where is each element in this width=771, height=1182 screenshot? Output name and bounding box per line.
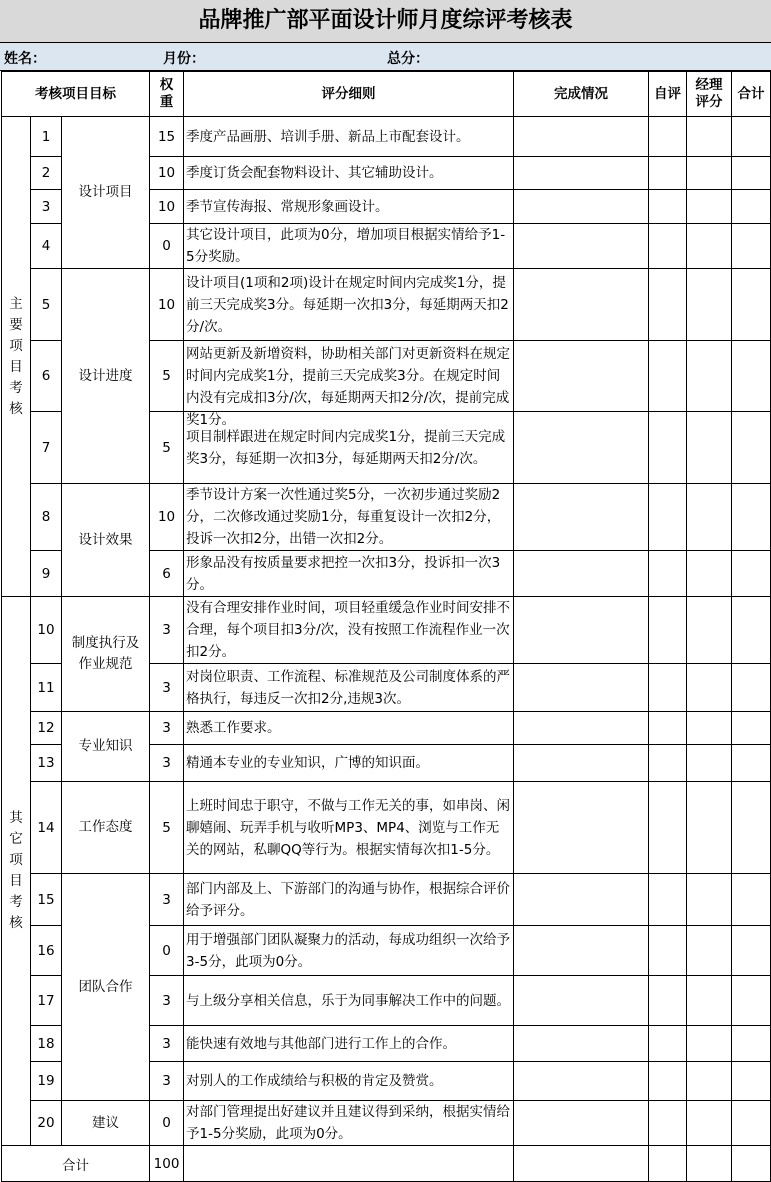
self-score-cell[interactable] [649,484,687,551]
manager-score-cell[interactable] [687,269,732,341]
table-row [2,484,771,551]
table-row [2,1101,771,1146]
self-score-cell[interactable] [649,597,687,664]
row-weight: 5 [150,782,184,874]
self-score-cell[interactable] [649,224,687,269]
category-knowledge: 专业知识 [62,712,150,782]
category-system: 制度执行及作业规范 [62,597,150,712]
manager-score-cell[interactable] [687,551,732,597]
row-no: 20 [31,1101,62,1146]
row-no: 4 [31,224,62,269]
completion-cell[interactable] [514,745,649,782]
row-weight: 15 [150,117,184,157]
row-detail: 精通本专业的专业知识，广博的知识面。 [184,745,514,782]
completion-cell[interactable] [514,117,649,157]
row-weight: 3 [150,745,184,782]
row-weight: 5 [150,412,184,484]
self-score-cell[interactable] [649,976,687,1026]
row-no: 8 [31,484,62,551]
table-row [2,782,771,874]
row-detail: 季度订货会配套物料设计、其它辅助设计。 [184,157,514,190]
row-weight: 6 [150,551,184,597]
total-row [2,1146,771,1182]
row-no: 12 [31,712,62,745]
row-detail: 对部门管理提出好建议并且建议得到采纳，根据实情给予1-5分奖励，此项为0分。 [184,1101,514,1146]
row-detail: 季度产品画册、培训手册、新品上市配套设计。 [184,117,514,157]
table-row [2,117,771,157]
completion-cell[interactable] [514,976,649,1026]
header-row [2,72,771,117]
row-weight: 3 [150,597,184,664]
category-attitude: 工作态度 [62,782,150,874]
completion-cell[interactable] [514,1062,649,1101]
completion-cell[interactable] [514,926,649,976]
total-score-label: 总分： [387,51,429,67]
row-no: 13 [31,745,62,782]
category-design-items: 设计项目 [62,117,150,269]
self-score-cell[interactable] [649,1026,687,1062]
header-detail: 评分细则 [184,72,514,117]
row-detail: 季节宣传海报、常规形象画设计。 [184,190,514,224]
manager-score-cell[interactable] [687,976,732,1026]
row-no: 1 [31,117,62,157]
row-no: 2 [31,157,62,190]
section-main: 主要项目考核 [2,117,31,597]
manager-score-cell[interactable] [687,874,732,926]
manager-score-cell[interactable] [687,1146,732,1182]
row-weight: 10 [150,190,184,224]
total-cell[interactable] [732,597,771,664]
total-weight: 100 [150,1146,184,1182]
total-label: 合计 [2,1146,150,1182]
total-cell[interactable] [732,1146,771,1182]
row-detail: 设计项目(1项和2项)设计在规定时间内完成奖1分，提前三天完成奖3分。每延期一次扣3分，每延期两天扣2分/次。 [184,269,514,341]
row-weight: 0 [150,1101,184,1146]
self-score-cell[interactable] [649,190,687,224]
self-score-cell[interactable] [649,926,687,976]
completion-cell[interactable] [514,157,649,190]
month-label: 月份： [163,51,205,67]
total-cell[interactable] [732,926,771,976]
total-cell[interactable] [732,1101,771,1146]
total-cell[interactable] [732,976,771,1026]
manager-score-cell[interactable] [687,117,732,157]
completion-cell[interactable] [514,664,649,712]
manager-score-cell[interactable] [687,157,732,190]
row-no: 15 [31,874,62,926]
row-detail: 上班时间忠于职守，不做与工作无关的事，如串岗、闲聊嬉闹、玩弄手机与收听MP3、MP4、浏览与工作无关的网站，私聊QQ等行为。根据实情每次扣1-5分。 [184,782,514,874]
header-target: 考核项目目标 [2,72,150,117]
row-weight: 10 [150,269,184,341]
manager-score-cell[interactable] [687,597,732,664]
row-weight: 3 [150,1062,184,1101]
category-design-progress: 设计进度 [62,269,150,484]
row-weight: 10 [150,484,184,551]
completion-cell[interactable] [514,1026,649,1062]
row-no: 7 [31,412,62,484]
total-cell[interactable] [732,412,771,484]
completion-cell[interactable] [514,341,649,412]
self-score-cell[interactable] [649,1062,687,1101]
row-no: 16 [31,926,62,976]
completion-cell[interactable] [514,1101,649,1146]
row-no: 9 [31,551,62,597]
header-self: 自评 [649,72,687,117]
self-score-cell[interactable] [649,551,687,597]
manager-score-cell[interactable] [687,1062,732,1101]
row-detail: 对别人的工作成绩给与积极的肯定及赞赏。 [184,1062,514,1101]
completion-cell[interactable] [514,269,649,341]
total-cell[interactable] [732,1062,771,1101]
manager-score-cell[interactable] [687,664,732,712]
row-detail: 与上级分享相关信息，乐于为同事解决工作中的问题。 [184,976,514,1026]
row-detail: 部门内部及上、下游部门的沟通与协作，根据综合评价给予评分。 [184,874,514,926]
self-score-cell[interactable] [649,1101,687,1146]
row-no: 18 [31,1026,62,1062]
total-cell[interactable] [732,745,771,782]
table-row [2,597,771,664]
total-cell[interactable] [732,341,771,412]
row-detail: 没有合理安排作业时间，项目轻重缓急作业时间安排不合理，每个项目扣3分/次，没有按照工作流程作业一次扣2分。 [184,597,514,664]
total-cell[interactable] [732,484,771,551]
row-detail: 形象品没有按质量要求把控一次扣3分，投诉扣一次3分。 [184,551,514,597]
completion-cell[interactable] [514,484,649,551]
name-label: 姓名： [4,51,46,67]
total-cell[interactable] [732,157,771,190]
completion-cell[interactable] [514,412,649,484]
row-weight: 0 [150,224,184,269]
manager-score-cell[interactable] [687,926,732,976]
self-score-cell[interactable] [649,874,687,926]
completion-cell[interactable] [514,551,649,597]
row-detail: 其它设计项目，此项为0分，增加项目根据实情给予1-5分奖励。 [184,224,514,269]
header-weight: 权重 [150,72,184,117]
completion-cell[interactable] [514,224,649,269]
page-title: 品牌推广部平面设计师月度综评考核表 [0,0,771,43]
row-detail: 季节设计方案一次性通过奖5分，一次初步通过奖励2分，二次修改通过奖励1分，每重复设计一次扣2分，投诉一次扣2分，出错一次扣2分。 [184,484,514,551]
total-cell[interactable] [732,782,771,874]
header-total: 合计 [732,72,771,117]
manager-score-cell[interactable] [687,782,732,874]
category-design-effect: 设计效果 [62,484,150,597]
row-detail: 熟悉工作要求。 [184,712,514,745]
row-weight: 3 [150,664,184,712]
table-row [2,712,771,745]
row-no: 3 [31,190,62,224]
manager-score-cell[interactable] [687,190,732,224]
row-weight: 3 [150,712,184,745]
self-score-cell[interactable] [649,782,687,874]
row-no: 14 [31,782,62,874]
row-no: 5 [31,269,62,341]
total-cell[interactable] [732,269,771,341]
self-score-cell[interactable] [649,664,687,712]
total-detail-cell [184,1146,514,1182]
table-row [2,874,771,926]
self-score-cell[interactable] [649,157,687,190]
self-score-cell[interactable] [649,745,687,782]
manager-score-cell[interactable] [687,1101,732,1146]
row-no: 17 [31,976,62,1026]
header-manager: 经理评分 [687,72,732,117]
completion-cell[interactable] [514,597,649,664]
total-cell[interactable] [732,190,771,224]
row-weight: 3 [150,976,184,1026]
table-row [2,269,771,341]
row-detail: 对岗位职责、工作流程、标准规范及公司制度体系的严格执行，每违反一次扣2分,违规3次。 [184,664,514,712]
self-score-cell[interactable] [649,341,687,412]
total-cell[interactable] [732,551,771,597]
self-score-cell[interactable] [649,269,687,341]
row-no: 6 [31,341,62,412]
row-no: 11 [31,664,62,712]
self-score-cell[interactable] [649,412,687,484]
completion-cell[interactable] [514,1146,649,1182]
self-score-cell[interactable] [649,1146,687,1182]
manager-score-cell[interactable] [687,412,732,484]
completion-cell[interactable] [514,190,649,224]
row-detail: 用于增强部门团队凝聚力的活动，每成功组织一次给予3-5分，此项为0分。 [184,926,514,976]
row-weight: 3 [150,874,184,926]
self-score-cell[interactable] [649,117,687,157]
evaluation-table [1,71,771,1182]
completion-cell[interactable] [514,782,649,874]
category-teamwork: 团队合作 [62,874,150,1101]
row-weight: 3 [150,1026,184,1062]
row-no: 19 [31,1062,62,1101]
total-cell[interactable] [732,224,771,269]
total-cell[interactable] [732,117,771,157]
self-score-cell[interactable] [649,712,687,745]
row-weight: 0 [150,926,184,976]
manager-score-cell[interactable] [687,224,732,269]
row-detail: 项目制样跟进在规定时间内完成奖1分，提前三天完成奖3分，每延期一次扣3分，每延期两天扣2分/次。 [184,412,514,484]
completion-cell[interactable] [514,712,649,745]
manager-score-cell[interactable] [687,745,732,782]
manager-score-cell[interactable] [687,1026,732,1062]
completion-cell[interactable] [514,874,649,926]
row-detail: 能快速有效地与其他部门进行工作上的合作。 [184,1026,514,1062]
manager-score-cell[interactable] [687,712,732,745]
total-cell[interactable] [732,1026,771,1062]
header-completion: 完成情况 [514,72,649,117]
row-weight: 10 [150,157,184,190]
row-detail: 网站更新及新增资料，协助相关部门对更新资料在规定时间内完成奖1分，提前三天完成奖3分。在规定时间内没有完成扣3分/次，每延期两天扣2分/次，提前完成奖1分。 [184,341,514,412]
total-cell[interactable] [732,874,771,926]
info-bar [0,43,771,71]
section-other: 其它项目考核 [2,597,31,1146]
manager-score-cell[interactable] [687,341,732,412]
category-suggestion: 建议 [62,1101,150,1146]
manager-score-cell[interactable] [687,484,732,551]
total-cell[interactable] [732,712,771,745]
row-no: 10 [31,597,62,664]
row-weight: 5 [150,341,184,412]
total-cell[interactable] [732,664,771,712]
